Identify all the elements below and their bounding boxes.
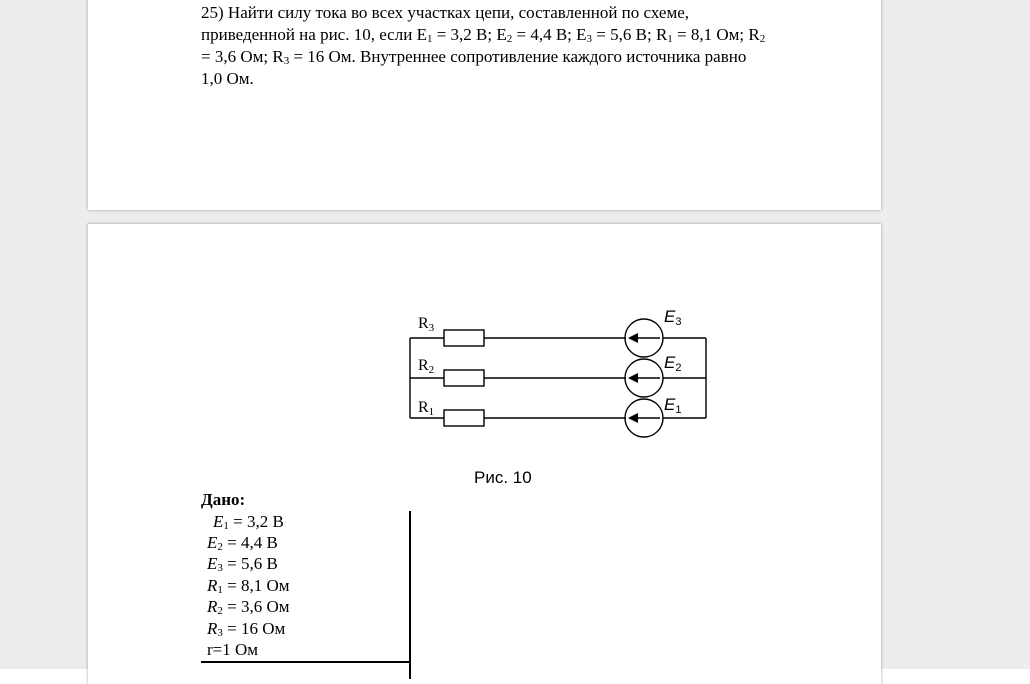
arrow-e1-icon	[628, 413, 638, 423]
arrow-e3-icon	[628, 333, 638, 343]
resistor-r2	[444, 370, 484, 386]
given-row: $E_2 = 4,4$ В	[207, 533, 278, 553]
label-e1: E1	[664, 395, 682, 416]
document-page-2	[88, 224, 881, 684]
given-list	[201, 511, 411, 679]
arrow-e2-icon	[628, 373, 638, 383]
given-title: Дано:	[201, 490, 246, 509]
label-r2: R2	[418, 357, 435, 376]
label-e3: E3	[664, 308, 682, 328]
given-row: $E_1 = 3,2$ В	[213, 512, 284, 532]
problem-text: 25) Найти силу тока во всех участках цепи, составленной по схеме, приведенной на рис. 10, если $E_1 = 3,2$ В; $E_2 = 4,4$ В; $E_3 = 5,6$ В; $R_1 = 8,1$ Ом; $R_2$ = 3,6 Ом; $R_3 = 16$ Ом. Внутреннее сопротивление каждого источника равно 1,0 Ом.	[201, 3, 766, 88]
given-row: r=1 Ом	[207, 640, 259, 659]
circuit-diagram	[406, 308, 716, 458]
label-r3: R3	[418, 315, 435, 334]
document-page-1	[88, 0, 881, 210]
given-row: $R_1 = 8,1$ Ом	[207, 576, 290, 596]
given-row: $R_3 = 16$ Ом	[207, 619, 286, 639]
problem-number: 25)	[201, 3, 224, 22]
label-r1: R1	[418, 399, 435, 418]
label-e2: E2	[664, 353, 682, 374]
resistor-r3	[444, 330, 484, 346]
resistor-r1	[444, 410, 484, 426]
given-row: $E_3 = 5,6$ В	[207, 554, 278, 574]
given-separator	[201, 661, 411, 663]
figure-caption: Рис. 10	[474, 468, 532, 487]
given-row: $R_2 = 3,6$ Ом	[207, 597, 290, 617]
